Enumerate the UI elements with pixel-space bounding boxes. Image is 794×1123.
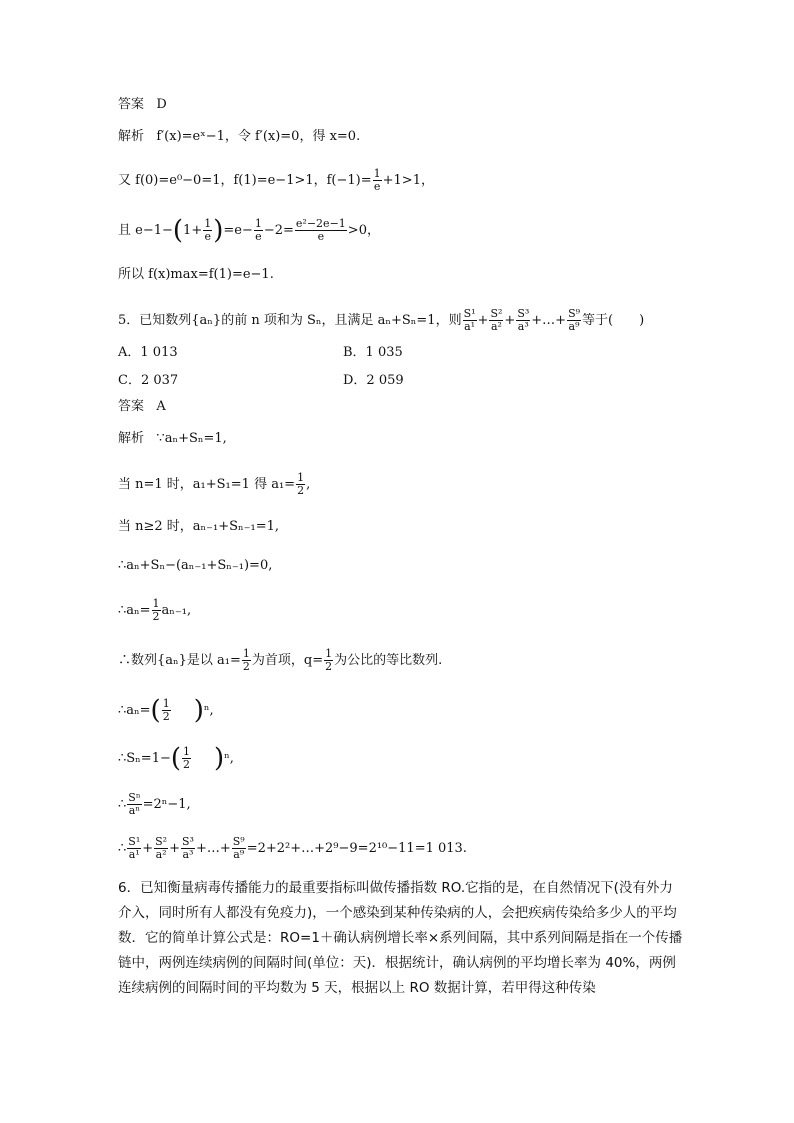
right-paren: ) [213,215,224,246]
option-c: C．2 037 [118,373,179,388]
denominator: a³ [182,848,194,861]
math-text: +1>1， [382,173,434,188]
left-paren: ( [150,695,161,726]
question-text: 等于( ) [582,313,645,328]
fraction [567,308,581,333]
q4-analysis-line-4 [118,266,274,284]
answer-label: 答案 [118,97,145,112]
math-text: ∴aₙ= [118,603,151,618]
denominator: 2 [242,660,250,673]
option-b: B．1 035 [343,345,403,360]
analysis-label: 解析 [118,129,145,144]
fraction [181,836,195,861]
denominator: 2 [162,710,170,723]
numerator: 1 [373,167,381,180]
denominator: a⁹ [233,848,245,861]
q5-answer-line [118,398,166,416]
denominator: e [204,230,211,243]
option-a: A．1 013 [118,345,178,360]
denominator: a¹ [128,848,140,861]
denominator: a⁹ [568,320,580,333]
math-text: ∵aₙ+Sₙ=1, [156,431,227,446]
math-text: ∴数列{aₙ}是以 a₁= [118,653,241,668]
denominator: a³ [517,320,529,333]
q5-analysis-line-5 [118,598,191,623]
denominator: a¹ [464,320,476,333]
q5-stem [118,308,644,333]
analysis-label: 解析 [118,431,145,446]
math-text: +…+ [531,313,567,328]
math-text: 且 e−1− [118,223,173,238]
math-text: =2ⁿ−1, [142,797,191,812]
q5-analysis-line-4 [118,557,272,575]
math-text: >0， [347,223,380,238]
q4-answer-line [118,96,167,114]
fraction [152,598,161,623]
numerator: 1 [152,597,160,610]
math-text: f′(x)=eˣ−1，令 f′(x)=0，得 x=0. [156,129,361,144]
math-text: 1+ [183,223,203,238]
denominator: e [373,180,381,193]
fraction [162,698,171,723]
fraction [463,308,477,333]
numerator: S¹ [463,307,476,320]
denominator: 2 [152,610,160,623]
denominator: 2 [297,484,305,497]
fraction [182,746,191,771]
numerator: e²−2e−1 [295,217,346,230]
math-text: + [169,841,180,856]
fraction [324,648,333,673]
math-text: ⁿ, [224,751,234,766]
math-text: ∴ [118,841,127,856]
numerator: S² [155,835,168,848]
answer-value: D [156,97,167,112]
math-text: + [504,313,516,328]
math-text: ⁿ, [203,703,214,718]
math-text: =e− [223,223,253,238]
numerator: S⁹ [568,307,581,320]
denominator: 2 [183,758,191,771]
right-paren: ) [214,743,225,774]
fraction [516,308,530,333]
answer-label: 答案 [118,399,145,414]
math-text: −2= [263,223,294,238]
right-paren: ) [193,695,204,726]
numerator: S¹ [128,835,141,848]
q5-analysis-line-7 [118,695,214,726]
math-text: 为首项，q= [251,653,324,668]
fraction [254,218,263,243]
numerator: 1 [204,217,212,230]
numerator: S³ [182,835,194,848]
denominator: e [255,230,262,243]
fraction [127,836,141,861]
numerator: 1 [183,745,191,758]
math-text: + [142,841,154,856]
numerator: 1 [254,217,262,230]
numerator: S² [490,307,503,320]
numerator: S³ [517,307,530,320]
fraction [373,168,382,193]
math-text: 又 f(0)=e⁰−0=1，f(1)=e−1>1，f(−1)= [118,173,372,188]
denominator: 2 [325,660,333,673]
math-text: 当 n≥2 时，aₙ₋₁+Sₙ₋₁=1, [118,519,280,534]
q5-analysis-line-6 [118,648,442,673]
numerator: 1 [242,647,250,660]
math-text: , [306,477,311,492]
fraction [295,218,347,243]
denominator: aⁿ [128,804,141,817]
math-text: ∴aₙ+Sₙ−(aₙ₋₁+Sₙ₋₁)=0, [118,558,273,573]
q5-analysis-line-8 [118,743,234,774]
q4-analysis-line-1 [118,128,360,146]
math-text: ∴aₙ= [118,703,151,718]
math-text: 为公比的等比数列. [334,653,443,668]
numerator: 1 [297,471,305,484]
q5-analysis-line-2 [118,472,310,497]
denominator: a² [155,848,167,861]
left-paren: ( [172,215,184,246]
fraction [242,648,251,673]
math-text: ∴Sₙ=1− [118,751,171,766]
fraction [232,836,246,861]
denominator: e [295,230,347,243]
q5-analysis-line-3 [118,518,279,536]
math-text: ∴ [118,797,127,812]
math-text: +…+ [195,841,231,856]
q5-analysis-line-10 [118,836,467,861]
math-text: 当 n=1 时，a₁+S₁=1 得 a₁= [118,477,296,492]
q6-stem: 6．已知衡量病毒传播能力的最重要指标叫做传播指数 RO.它指的是，在自然情况下(没有外力介入，同时所有人都没有免疫力)，一个感染到某种传染病的人，会把疾病传染给多少人的平均数．它的简单计算公式是：RO=1＋确认病例增长率×系列间隔，其中系列间隔是指在一个传播链中，两例连续病例的间隔时间(单位：天)．根据统计，确认病例的平均增长率为 40%，两例连续病例的间隔时间的平均数为 5 天，根据以上 RO 数据计算，若甲得这种传染 [118,880,683,996]
q4-analysis-line-3 [118,215,380,246]
math-text: aₙ₋₁, [161,603,192,618]
q5-analysis-line-9 [118,792,191,817]
left-paren: ( [170,743,182,774]
numerator: 1 [325,647,333,660]
fraction [127,792,141,817]
fraction [203,218,212,243]
numerator: Sⁿ [128,791,141,804]
answer-value: A [156,399,166,414]
math-text: =2+2²+…+2⁹−9=2¹⁰−11=1 013. [246,841,467,856]
question-text: 5．已知数列{aₙ}的前 n 项和为 Sₙ，且满足 aₙ+Sₙ=1，则 [118,313,462,328]
option-d: D．2 059 [343,373,404,388]
denominator: a² [490,320,502,333]
fraction [154,836,168,861]
numerator: S⁹ [232,835,245,848]
math-text: 所以 f(x)max=f(1)=e−1. [118,267,274,282]
q4-analysis-line-2 [118,168,434,193]
fraction [296,472,305,497]
numerator: 1 [162,697,170,710]
q5-analysis-line-1 [118,430,227,448]
math-text: + [477,313,489,328]
fraction [489,308,503,333]
